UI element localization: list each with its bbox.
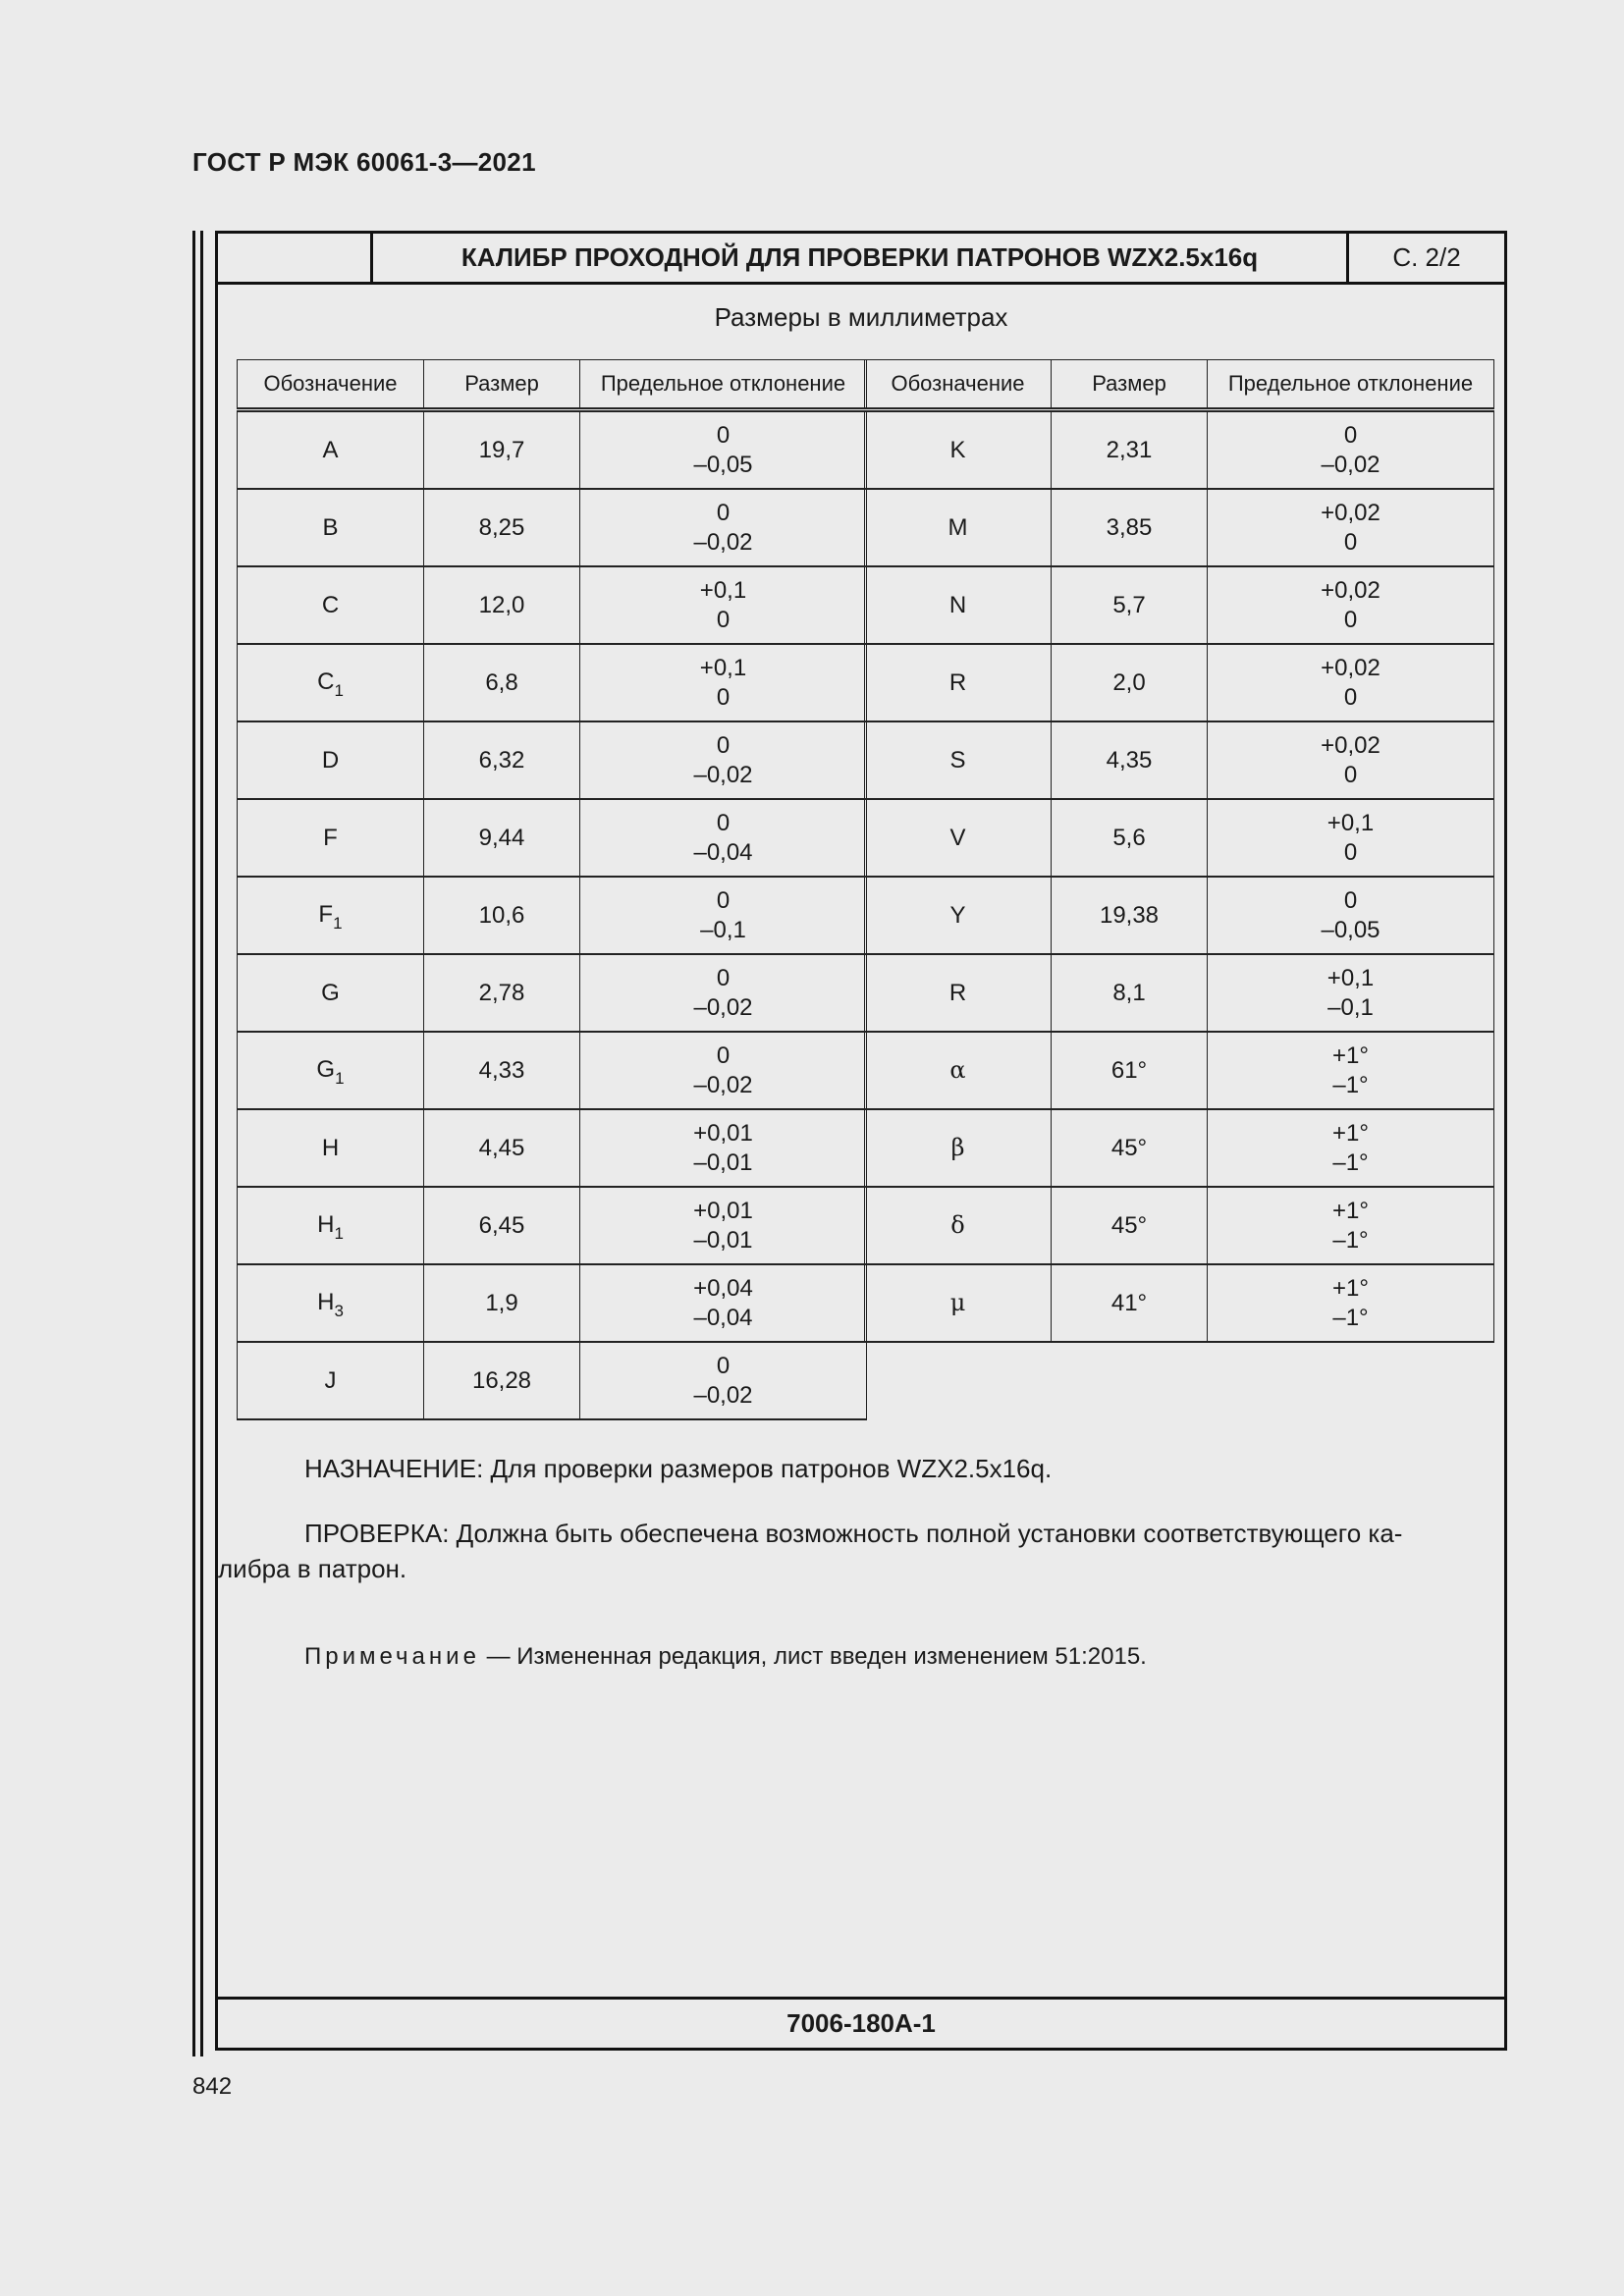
header-designation: Обозначение	[865, 360, 1052, 410]
designation-cell	[865, 644, 1052, 721]
deviation-cell	[1208, 644, 1494, 721]
note-paragraph	[304, 1639, 1490, 1675]
lower-deviation: –1°	[1332, 1148, 1369, 1176]
table-row	[865, 1264, 1494, 1342]
designation-label: N	[948, 591, 967, 618]
header-size: Размер	[1052, 360, 1208, 410]
deviation-cell	[1208, 1032, 1494, 1109]
lower-deviation: –1°	[1332, 1304, 1369, 1331]
designation-cell	[865, 489, 1052, 566]
table-row	[865, 566, 1494, 644]
deviation-cell	[580, 489, 867, 566]
table-row	[238, 1109, 867, 1187]
size-cell: 61°	[1052, 1032, 1208, 1109]
designation-cell	[238, 1187, 424, 1264]
designation-label: A	[322, 436, 339, 463]
check-paragraph	[218, 1516, 1490, 1586]
upper-deviation: +0,01	[693, 1119, 753, 1147]
designation-label: J	[324, 1366, 337, 1394]
table-header-row	[865, 360, 1494, 410]
designation-label: R	[948, 668, 967, 696]
title-empty-cell	[218, 234, 373, 282]
deviation-cell	[1208, 1187, 1494, 1264]
lower-deviation: –0,02	[1321, 451, 1380, 478]
lower-deviation: –0,01	[693, 1148, 753, 1176]
size-cell: 6,8	[424, 644, 580, 721]
header-designation: Обозначение	[238, 360, 424, 410]
table-row	[238, 489, 867, 566]
note-label: Примечание	[304, 1643, 480, 1670]
designation-label: α	[949, 1056, 966, 1084]
deviation-cell	[580, 644, 867, 721]
table-row	[865, 410, 1494, 490]
table-row	[865, 954, 1494, 1032]
lower-deviation: –0,04	[693, 838, 753, 866]
size-cell: 6,45	[424, 1187, 580, 1264]
lower-deviation: –0,05	[693, 451, 753, 478]
size-cell: 4,33	[424, 1032, 580, 1109]
upper-deviation: 0	[716, 886, 731, 914]
lower-deviation: –0,02	[693, 993, 753, 1021]
deviation-cell	[580, 566, 867, 644]
size-cell: 10,6	[424, 877, 580, 954]
upper-deviation: +1°	[1332, 1274, 1369, 1302]
lower-deviation: 0	[1343, 838, 1358, 866]
table-row	[238, 1342, 867, 1419]
table-row	[238, 954, 867, 1032]
designation-label: R	[948, 979, 967, 1006]
lower-deviation: –0,02	[693, 1381, 753, 1409]
designation-label: F	[318, 900, 334, 928]
designation-cell	[238, 644, 424, 721]
lower-deviation: –0,1	[1327, 993, 1374, 1021]
binding-line	[200, 231, 203, 2056]
upper-deviation: 0	[716, 731, 731, 759]
check-line-1: ПРОВЕРКА: Должна быть обеспечена возможность полной установки соответствующего ка-	[304, 1519, 1403, 1548]
size-cell: 9,44	[424, 799, 580, 877]
table-row	[865, 644, 1494, 721]
size-cell: 8,25	[424, 489, 580, 566]
lower-deviation: –0,02	[693, 528, 753, 556]
table-row	[865, 799, 1494, 877]
dimensions-table-left	[237, 359, 867, 1420]
page-number: 842	[192, 2073, 233, 2100]
table-row	[238, 566, 867, 644]
lower-deviation: –0,04	[693, 1304, 753, 1331]
deviation-cell	[1208, 721, 1494, 799]
designation-cell	[238, 1032, 424, 1109]
lower-deviation: 0	[1343, 606, 1358, 633]
lower-deviation: 0	[1343, 683, 1358, 711]
size-cell: 12,0	[424, 566, 580, 644]
upper-deviation: +0,02	[1321, 499, 1380, 526]
deviation-cell	[1208, 566, 1494, 644]
header-deviation: Предельное отклонение	[580, 360, 867, 410]
table-row	[865, 1187, 1494, 1264]
table-row	[238, 1187, 867, 1264]
deviation-cell	[1208, 799, 1494, 877]
table-row	[238, 644, 867, 721]
size-cell: 3,85	[1052, 489, 1208, 566]
designation-cell	[238, 566, 424, 644]
designation-cell	[865, 954, 1052, 1032]
table-row	[865, 489, 1494, 566]
deviation-cell	[580, 1264, 867, 1342]
lower-deviation: –1°	[1332, 1226, 1369, 1254]
designation-cell	[865, 410, 1052, 490]
designation-label: M	[947, 513, 968, 541]
designation-subscript: 3	[334, 1301, 344, 1320]
deviation-cell	[580, 410, 867, 490]
size-cell: 6,32	[424, 721, 580, 799]
size-cell: 19,38	[1052, 877, 1208, 954]
lower-deviation: 0	[716, 683, 731, 711]
designation-label: G	[316, 1055, 336, 1083]
size-cell: 19,7	[424, 410, 580, 490]
table-row	[865, 877, 1494, 954]
table-row	[865, 1109, 1494, 1187]
designation-cell	[865, 799, 1052, 877]
header-size: Размер	[424, 360, 580, 410]
designation-cell	[238, 1264, 424, 1342]
designation-cell	[865, 877, 1052, 954]
size-cell: 45°	[1052, 1109, 1208, 1187]
deviation-cell	[1208, 1109, 1494, 1187]
designation-cell	[865, 721, 1052, 799]
designation-label: D	[321, 746, 340, 774]
deviation-cell	[1208, 489, 1494, 566]
designation-label: H	[317, 1210, 335, 1238]
upper-deviation: 0	[1343, 886, 1358, 914]
dimensions-table-right	[864, 359, 1494, 1343]
designation-label: H	[321, 1134, 340, 1161]
deviation-cell	[580, 877, 867, 954]
designation-cell	[238, 410, 424, 490]
designation-label: B	[322, 513, 339, 541]
sheet-code: 7006-180А-1	[218, 1997, 1504, 2048]
designation-label: δ	[950, 1211, 965, 1239]
upper-deviation: 0	[716, 1041, 731, 1069]
size-cell: 16,28	[424, 1342, 580, 1419]
designation-cell	[865, 1032, 1052, 1109]
sheet-title: КАЛИБР ПРОХОДНОЙ ДЛЯ ПРОВЕРКИ ПАТРОНОВ WZX2.5x16q	[373, 234, 1349, 282]
designation-label: μ	[949, 1289, 966, 1316]
designation-cell	[238, 799, 424, 877]
drawing-sheet-frame	[215, 231, 1507, 2051]
designation-cell	[238, 721, 424, 799]
upper-deviation: 0	[716, 964, 731, 991]
check-line-2: либра в патрон.	[218, 1554, 407, 1583]
upper-deviation: +0,1	[699, 576, 747, 604]
upper-deviation: +0,04	[693, 1274, 753, 1302]
upper-deviation: +0,1	[1326, 964, 1375, 991]
size-cell: 4,35	[1052, 721, 1208, 799]
header-deviation: Предельное отклонение	[1208, 360, 1494, 410]
table-row	[238, 1264, 867, 1342]
deviation-cell	[1208, 954, 1494, 1032]
size-cell: 2,31	[1052, 410, 1208, 490]
table-header-row	[238, 360, 867, 410]
upper-deviation: 0	[716, 1352, 731, 1379]
designation-label: G	[321, 979, 340, 1006]
purpose-paragraph: НАЗНАЧЕНИЕ: Для проверки размеров патронов WZX2.5x16q.	[304, 1454, 1053, 1483]
upper-deviation: +0,1	[699, 654, 747, 681]
designation-label: H	[317, 1288, 335, 1315]
designation-cell	[865, 566, 1052, 644]
deviation-cell	[1208, 1264, 1494, 1342]
designation-label: F	[323, 824, 338, 851]
designation-cell	[865, 1264, 1052, 1342]
lower-deviation: –0,02	[693, 1071, 753, 1098]
upper-deviation: +0,01	[693, 1197, 753, 1224]
lower-deviation: –0,1	[700, 916, 746, 943]
deviation-cell	[580, 721, 867, 799]
upper-deviation: 0	[716, 809, 731, 836]
size-cell: 8,1	[1052, 954, 1208, 1032]
upper-deviation: +1°	[1332, 1041, 1369, 1069]
table-row	[238, 799, 867, 877]
table-row	[238, 877, 867, 954]
size-cell: 2,0	[1052, 644, 1208, 721]
deviation-cell	[1208, 877, 1494, 954]
designation-cell	[865, 1109, 1052, 1187]
lower-deviation: –1°	[1332, 1071, 1369, 1098]
table-row	[238, 721, 867, 799]
designation-subscript: 1	[335, 1068, 345, 1088]
upper-deviation: +1°	[1332, 1119, 1369, 1147]
size-cell: 41°	[1052, 1264, 1208, 1342]
deviation-cell	[580, 1342, 867, 1419]
designation-cell	[238, 954, 424, 1032]
deviation-cell	[580, 1187, 867, 1264]
upper-deviation: 0	[716, 421, 731, 449]
designation-subscript: 1	[334, 680, 344, 700]
designation-cell	[238, 489, 424, 566]
deviation-cell	[580, 954, 867, 1032]
size-cell: 45°	[1052, 1187, 1208, 1264]
upper-deviation: +1°	[1332, 1197, 1369, 1224]
upper-deviation: +0,02	[1321, 731, 1380, 759]
upper-deviation: +0,02	[1321, 576, 1380, 604]
designation-cell	[238, 1342, 424, 1419]
designation-subscript: 1	[334, 1223, 344, 1243]
designation-label: Y	[949, 901, 966, 929]
designation-cell	[238, 1109, 424, 1187]
size-cell: 2,78	[424, 954, 580, 1032]
title-block	[218, 234, 1504, 285]
binding-line	[192, 231, 195, 2056]
designation-cell	[865, 1187, 1052, 1264]
table-row	[238, 1032, 867, 1109]
size-cell: 5,6	[1052, 799, 1208, 877]
upper-deviation: +0,02	[1321, 654, 1380, 681]
lower-deviation: –0,01	[693, 1226, 753, 1254]
sheet-page-number: С. 2/2	[1392, 242, 1461, 272]
document-header: ГОСТ Р МЭК 60061-3—2021	[192, 147, 536, 177]
designation-label: β	[950, 1134, 965, 1161]
designation-label: S	[949, 746, 966, 774]
designation-label: C	[317, 667, 335, 695]
deviation-cell	[580, 1109, 867, 1187]
designation-label: V	[949, 824, 966, 851]
units-caption: Размеры в миллиметрах	[714, 302, 1008, 332]
upper-deviation: 0	[1343, 421, 1358, 449]
lower-deviation: –0,02	[693, 761, 753, 788]
designation-label: C	[321, 591, 340, 618]
deviation-cell	[580, 1032, 867, 1109]
designation-subscript: 1	[333, 913, 343, 933]
table-row	[865, 1032, 1494, 1109]
table-row	[238, 410, 867, 490]
lower-deviation: –0,05	[1321, 916, 1380, 943]
deviation-cell	[580, 799, 867, 877]
deviation-cell	[1208, 410, 1494, 490]
designation-cell	[238, 877, 424, 954]
table-row	[865, 721, 1494, 799]
size-cell: 1,9	[424, 1264, 580, 1342]
lower-deviation: 0	[1343, 528, 1358, 556]
size-cell: 4,45	[424, 1109, 580, 1187]
lower-deviation: 0	[716, 606, 731, 633]
upper-deviation: +0,1	[1326, 809, 1375, 836]
note-text: — Измененная редакция, лист введен изменением 51:2015.	[479, 1643, 1147, 1670]
size-cell: 5,7	[1052, 566, 1208, 644]
designation-label: K	[949, 436, 966, 463]
lower-deviation: 0	[1343, 761, 1358, 788]
upper-deviation: 0	[716, 499, 731, 526]
